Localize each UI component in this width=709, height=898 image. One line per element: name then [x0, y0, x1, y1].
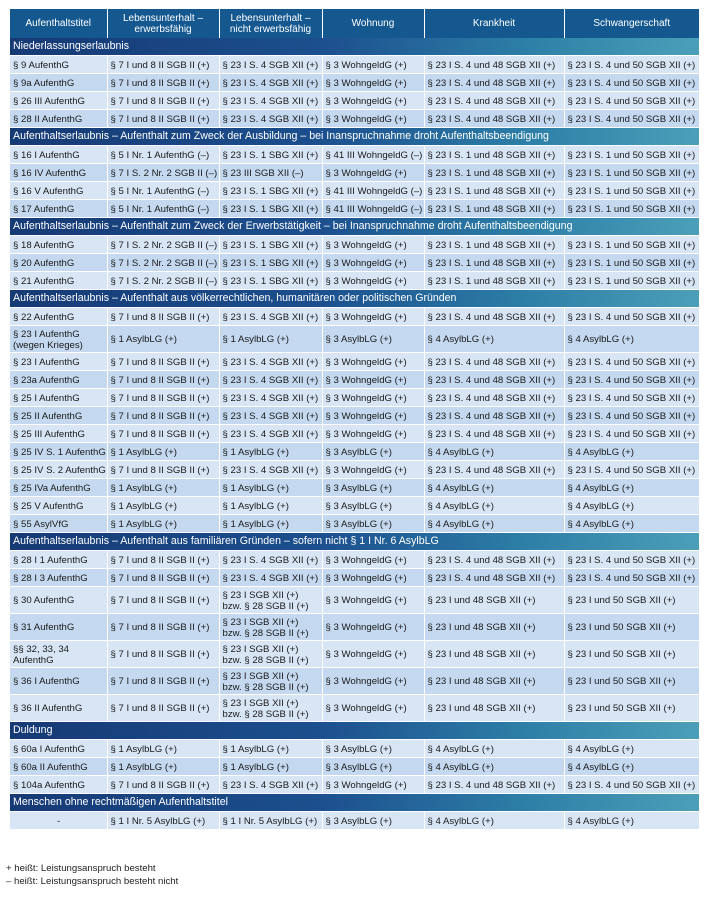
- table-cell: § 25 I AufenthG: [10, 389, 107, 407]
- table-cell: § 3 WohngeldG (+): [322, 371, 424, 389]
- table-cell: § 3 WohngeldG (+): [322, 92, 424, 110]
- table-cell: § 7 I und 8 II SGB II (+): [107, 641, 219, 668]
- table-cell: [219, 668, 322, 695]
- table-cell: § 4 AsylbLG (+): [424, 479, 564, 497]
- benefits-table: [10, 9, 700, 830]
- table-cell: § 1 AsylbLG (+): [219, 497, 322, 515]
- table-cell: § 3 AsylbLG (+): [322, 812, 424, 830]
- table-cell: § 3 AsylbLG (+): [322, 758, 424, 776]
- table-row: [10, 74, 699, 92]
- section-title: Aufenthaltserlaubnis – Aufenthalt zum Zweck der Ausbildung – bei Inanspruchnahme droht Aufenthaltsbeendigung: [10, 128, 699, 146]
- table-cell: § 7 I und 8 II SGB II (+): [107, 614, 219, 641]
- table-cell: § 23 I S. 4 und 50 SGB XII (+): [564, 353, 699, 371]
- table-cell: § 16 IV AufenthG: [10, 164, 107, 182]
- table-cell: § 23 I S. 4 SGB XII (+): [219, 551, 322, 569]
- table-cell: § 23 I S. 4 und 48 SGB XII (+): [424, 92, 564, 110]
- table-cell: § 23 III SGB XII (–): [219, 164, 322, 182]
- table-header: [10, 9, 699, 38]
- table-cell: § 16 V AufenthG: [10, 182, 107, 200]
- table-cell: § 21 AufenthG: [10, 272, 107, 290]
- table-cell: § 23 I und 48 SGB XII (+): [424, 641, 564, 668]
- table-cell: § 23 I S. 4 SGB XII (+): [219, 308, 322, 326]
- table-cell: § 7 I und 8 II SGB II (+): [107, 776, 219, 794]
- section-title: Aufenthaltserlaubnis – Aufenthalt zum Zweck der Erwerbstätigkeit – bei Inanspruchnahme droht Aufenthaltsbeendigung: [10, 218, 699, 236]
- table-cell: § 1 I Nr. 5 AsylbLG (+): [107, 812, 219, 830]
- table-cell: § 23 I S. 1 und 50 SGB XII (+): [564, 146, 699, 164]
- table-cell: § 23 I S. 4 und 50 SGB XII (+): [564, 389, 699, 407]
- table-row: [10, 92, 699, 110]
- table-cell: § 23 I S. 1 und 48 SGB XII (+): [424, 200, 564, 218]
- table-cell: § 23 I S. 4 und 50 SGB XII (+): [564, 56, 699, 74]
- table-cell: § 23 I und 50 SGB XII (+): [564, 668, 699, 695]
- table-cell: § 1 AsylbLG (+): [219, 515, 322, 533]
- table-cell: § 7 I und 8 II SGB II (+): [107, 74, 219, 92]
- cell-line: § 23 I SGB XII (+): [222, 697, 299, 709]
- table-cell: § 1 AsylbLG (+): [107, 515, 219, 533]
- table-row: [10, 353, 699, 371]
- table-cell: § 23 I S. 4 und 50 SGB XII (+): [564, 308, 699, 326]
- table-cell: § 23 I S. 1 SBG XII (+): [219, 146, 322, 164]
- header-schwangerschaft: Schwangerschaft: [564, 9, 699, 38]
- table-cell: § 25 V AufenthG: [10, 497, 107, 515]
- table-cell: § 31 AufenthG: [10, 614, 107, 641]
- table-cell: § 55 AsylVfG: [10, 515, 107, 533]
- table-cell: § 23 I S. 1 und 50 SGB XII (+): [564, 182, 699, 200]
- table-cell: § 25 III AufenthG: [10, 425, 107, 443]
- cell-line: § 23 I SGB XII (+): [222, 643, 299, 655]
- table-cell: § 23 I und 50 SGB XII (+): [564, 614, 699, 641]
- table-cell: [219, 614, 322, 641]
- table-cell: § 4 AsylbLG (+): [424, 812, 564, 830]
- table-cell: § 7 I und 8 II SGB II (+): [107, 371, 219, 389]
- table-cell: § 23 I S. 4 und 48 SGB XII (+): [424, 407, 564, 425]
- table-cell: § 3 WohngeldG (+): [322, 425, 424, 443]
- table-cell: § 23 I S. 4 und 50 SGB XII (+): [564, 776, 699, 794]
- table-cell: § 23 I S. 4 SGB XII (+): [219, 569, 322, 587]
- section-title: Aufenthaltserlaubnis – Aufenthalt aus familiären Gründen – sofern nicht § 1 I Nr. 6 AsylbLG: [10, 533, 699, 551]
- table-cell: § 23 I S. 4 SGB XII (+): [219, 389, 322, 407]
- table-cell: § 23 I S. 4 SGB XII (+): [219, 353, 322, 371]
- table-cell: § 23 I und 50 SGB XII (+): [564, 641, 699, 668]
- table-cell: § 3 WohngeldG (+): [322, 272, 424, 290]
- table-cell: § 25 II AufenthG: [10, 407, 107, 425]
- table-cell: § 7 I S. 2 Nr. 2 SGB II (–): [107, 272, 219, 290]
- table-row: [10, 551, 699, 569]
- table-cell: § 23 I S. 4 und 50 SGB XII (+): [564, 461, 699, 479]
- table-cell: § 3 WohngeldG (+): [322, 389, 424, 407]
- table-cell: § 4 AsylbLG (+): [564, 515, 699, 533]
- table-cell: [10, 641, 107, 668]
- table-cell: § 41 III WohngeldG (–): [322, 200, 424, 218]
- table-cell: § 4 AsylbLG (+): [424, 326, 564, 353]
- benefits-table-container: [10, 9, 699, 830]
- table-cell: § 23 I und 50 SGB XII (+): [564, 587, 699, 614]
- table-cell: § 16 I AufenthG: [10, 146, 107, 164]
- table-cell: § 3 WohngeldG (+): [322, 353, 424, 371]
- table-cell: § 23 I S. 1 SBG XII (+): [219, 182, 322, 200]
- table-cell: § 3 WohngeldG (+): [322, 695, 424, 722]
- table-cell: § 3 WohngeldG (+): [322, 56, 424, 74]
- header-lebensunterhalt-nicht-erwerbsfaehig: Lebensunterhalt – nicht erwerbsfähig: [219, 9, 322, 38]
- table-cell: § 3 WohngeldG (+): [322, 461, 424, 479]
- cell-line: bzw. § 28 SGB II (+): [222, 600, 309, 612]
- table-cell: § 23 I AufenthG: [10, 353, 107, 371]
- header-lebensunterhalt-erwerbsfaehig: Lebensunterhalt – erwerbsfähig: [107, 9, 219, 38]
- table-row: [10, 614, 699, 641]
- table-cell: § 7 I und 8 II SGB II (+): [107, 353, 219, 371]
- table-cell: § 23 I S. 4 SGB XII (+): [219, 407, 322, 425]
- table-cell: § 4 AsylbLG (+): [424, 758, 564, 776]
- table-cell: § 28 II AufenthG: [10, 110, 107, 128]
- table-cell: § 23 I S. 1 und 48 SGB XII (+): [424, 254, 564, 272]
- table-cell: § 23 I S. 4 und 48 SGB XII (+): [424, 110, 564, 128]
- table-row: [10, 587, 699, 614]
- table-cell: § 9 AufenthG: [10, 56, 107, 74]
- table-cell: § 25 IV S. 1 AufenthG: [10, 443, 107, 461]
- table-row: [10, 443, 699, 461]
- table-row: [10, 200, 699, 218]
- section-header-row: [10, 128, 699, 146]
- table-cell: § 23 I S. 4 und 48 SGB XII (+): [424, 308, 564, 326]
- table-cell: § 4 AsylbLG (+): [564, 758, 699, 776]
- table-cell: -: [10, 812, 107, 830]
- section-header-row: [10, 533, 699, 551]
- cell-line: bzw. § 28 SGB II (+): [222, 681, 309, 693]
- table-cell: § 7 I und 8 II SGB II (+): [107, 551, 219, 569]
- table-cell: § 4 AsylbLG (+): [424, 497, 564, 515]
- table-cell: § 36 I AufenthG: [10, 668, 107, 695]
- cell-line: AufenthG: [13, 654, 54, 666]
- table-cell: § 23 I S. 4 und 50 SGB XII (+): [564, 551, 699, 569]
- table-cell: § 3 WohngeldG (+): [322, 74, 424, 92]
- table-row: [10, 56, 699, 74]
- table-cell: § 104a AufenthG: [10, 776, 107, 794]
- header-row: [10, 9, 699, 38]
- table-cell: § 23 I S. 4 SGB XII (+): [219, 461, 322, 479]
- table-cell: [219, 695, 322, 722]
- table-cell: § 41 III WohngeldG (–): [322, 146, 424, 164]
- table-row: [10, 569, 699, 587]
- table-cell: § 3 AsylbLG (+): [322, 740, 424, 758]
- table-cell: § 23 I S. 4 und 48 SGB XII (+): [424, 353, 564, 371]
- table-cell: § 23 I S. 4 und 48 SGB XII (+): [424, 389, 564, 407]
- table-cell: § 1 AsylbLG (+): [107, 326, 219, 353]
- table-cell: § 1 AsylbLG (+): [219, 326, 322, 353]
- table-cell: § 23 I S. 1 SBG XII (+): [219, 200, 322, 218]
- table-cell: § 23 I S. 4 SGB XII (+): [219, 92, 322, 110]
- table-row: [10, 479, 699, 497]
- cell-line: bzw. § 28 SGB II (+): [222, 627, 309, 639]
- table-cell: § 23 I S. 1 und 50 SGB XII (+): [564, 200, 699, 218]
- table-cell: § 7 I und 8 II SGB II (+): [107, 695, 219, 722]
- table-cell: § 28 I 3 AufenthG: [10, 569, 107, 587]
- table-cell: § 7 I und 8 II SGB II (+): [107, 668, 219, 695]
- table-cell: § 4 AsylbLG (+): [564, 443, 699, 461]
- table-cell: § 25 IVa AufenthG: [10, 479, 107, 497]
- table-cell: § 7 I S. 2 Nr. 2 SGB II (–): [107, 236, 219, 254]
- table-cell: § 7 I und 8 II SGB II (+): [107, 461, 219, 479]
- table-cell: [219, 641, 322, 668]
- table-cell: § 22 AufenthG: [10, 308, 107, 326]
- header-wohnung: Wohnung: [322, 9, 424, 38]
- table-cell: § 23 I S. 1 SBG XII (+): [219, 236, 322, 254]
- table-cell: § 23 I S. 4 SGB XII (+): [219, 425, 322, 443]
- table-cell: § 23 I und 48 SGB XII (+): [424, 587, 564, 614]
- table-cell: § 23 I S. 4 SGB XII (+): [219, 371, 322, 389]
- table-cell: § 23 I S. 4 und 50 SGB XII (+): [564, 407, 699, 425]
- table-row: [10, 236, 699, 254]
- table-cell: § 1 AsylbLG (+): [219, 740, 322, 758]
- table-cell: § 4 AsylbLG (+): [564, 740, 699, 758]
- table-cell: § 23 I S. 1 SBG XII (+): [219, 272, 322, 290]
- table-cell: § 4 AsylbLG (+): [564, 479, 699, 497]
- table-cell: § 3 WohngeldG (+): [322, 110, 424, 128]
- table-cell: § 23 I S. 1 und 48 SGB XII (+): [424, 164, 564, 182]
- table-cell: § 23 I und 48 SGB XII (+): [424, 668, 564, 695]
- cell-line: § 23 I SGB XII (+): [222, 616, 299, 628]
- table-cell: § 4 AsylbLG (+): [424, 740, 564, 758]
- cell-line: § 23 I SGB XII (+): [222, 589, 299, 601]
- table-cell: § 28 I 1 AufenthG: [10, 551, 107, 569]
- table-row: [10, 407, 699, 425]
- table-cell: § 7 I und 8 II SGB II (+): [107, 587, 219, 614]
- section-title: Aufenthaltserlaubnis – Aufenthalt aus völkerrechtlichen, humanitären oder politischen Gründen: [10, 290, 699, 308]
- table-row: [10, 812, 699, 830]
- table-cell: [219, 587, 322, 614]
- table-cell: § 23 I S. 1 und 50 SGB XII (+): [564, 236, 699, 254]
- table-cell: § 60a I AufenthG: [10, 740, 107, 758]
- table-cell: [10, 326, 107, 353]
- table-cell: § 23 I S. 1 und 50 SGB XII (+): [564, 164, 699, 182]
- table-cell: § 3 AsylbLG (+): [322, 326, 424, 353]
- header-krankheit: Krankheit: [424, 9, 564, 38]
- table-cell: § 3 WohngeldG (+): [322, 308, 424, 326]
- table-cell: § 3 AsylbLG (+): [322, 479, 424, 497]
- table-cell: § 3 WohngeldG (+): [322, 254, 424, 272]
- table-cell: § 23 I S. 1 und 48 SGB XII (+): [424, 146, 564, 164]
- section-title: Duldung: [10, 722, 699, 740]
- table-row: [10, 425, 699, 443]
- table-cell: § 23 I S. 4 und 50 SGB XII (+): [564, 110, 699, 128]
- section-header-row: [10, 722, 699, 740]
- table-cell: § 23 I S. 4 und 48 SGB XII (+): [424, 776, 564, 794]
- table-cell: § 23 I und 50 SGB XII (+): [564, 695, 699, 722]
- section-header-row: [10, 218, 699, 236]
- table-cell: § 23 I S. 1 SBG XII (+): [219, 254, 322, 272]
- table-cell: § 3 WohngeldG (+): [322, 236, 424, 254]
- section-header-row: [10, 794, 699, 812]
- table-cell: § 3 WohngeldG (+): [322, 641, 424, 668]
- table-cell: § 20 AufenthG: [10, 254, 107, 272]
- table-cell: § 60a II AufenthG: [10, 758, 107, 776]
- legend-plus: + heißt: Leistungsanspruch besteht: [6, 863, 156, 874]
- table-cell: § 3 WohngeldG (+): [322, 587, 424, 614]
- table-cell: § 1 AsylbLG (+): [219, 758, 322, 776]
- table-cell: § 4 AsylbLG (+): [564, 497, 699, 515]
- table-cell: § 7 I S. 2 Nr. 2 SGB II (–): [107, 164, 219, 182]
- table-row: [10, 740, 699, 758]
- table-cell: § 5 I Nr. 1 AufenthG (–): [107, 182, 219, 200]
- table-row: [10, 776, 699, 794]
- table-cell: § 23a AufenthG: [10, 371, 107, 389]
- table-cell: § 23 I S. 4 und 50 SGB XII (+): [564, 425, 699, 443]
- table-cell: § 23 I S. 4 und 48 SGB XII (+): [424, 461, 564, 479]
- table-cell: § 7 I und 8 II SGB II (+): [107, 92, 219, 110]
- table-row: [10, 164, 699, 182]
- table-cell: § 23 I und 48 SGB XII (+): [424, 614, 564, 641]
- table-cell: § 3 WohngeldG (+): [322, 569, 424, 587]
- table-cell: § 23 I S. 4 und 48 SGB XII (+): [424, 371, 564, 389]
- table-row: [10, 272, 699, 290]
- table-cell: § 3 AsylbLG (+): [322, 443, 424, 461]
- table-cell: § 1 AsylbLG (+): [107, 740, 219, 758]
- table-cell: § 3 WohngeldG (+): [322, 407, 424, 425]
- table-cell: § 4 AsylbLG (+): [564, 812, 699, 830]
- table-row: [10, 146, 699, 164]
- table-cell: § 1 AsylbLG (+): [219, 479, 322, 497]
- table-row: [10, 110, 699, 128]
- section-title: Niederlassungserlaubnis: [10, 38, 699, 56]
- cell-line: § 23 I AufenthG: [13, 328, 80, 340]
- table-cell: § 23 I S. 4 und 50 SGB XII (+): [564, 74, 699, 92]
- table-cell: § 7 I und 8 II SGB II (+): [107, 56, 219, 74]
- header-aufenthaltstitel: Aufenthaltstitel: [10, 9, 107, 38]
- cell-line: bzw. § 28 SGB II (+): [222, 708, 309, 720]
- table-cell: § 7 I und 8 II SGB II (+): [107, 389, 219, 407]
- section-title: Menschen ohne rechtmäßigen Aufenthaltstitel: [10, 794, 699, 812]
- table-cell: § 7 I und 8 II SGB II (+): [107, 569, 219, 587]
- table-cell: § 3 AsylbLG (+): [322, 497, 424, 515]
- table-cell: § 23 I S. 4 und 50 SGB XII (+): [564, 569, 699, 587]
- section-header-row: [10, 290, 699, 308]
- table-cell: § 23 I S. 1 und 48 SGB XII (+): [424, 272, 564, 290]
- table-cell: § 23 I S. 4 SGB XII (+): [219, 776, 322, 794]
- table-cell: § 1 I Nr. 5 AsylbLG (+): [219, 812, 322, 830]
- table-cell: § 41 III WohngeldG (–): [322, 182, 424, 200]
- table-cell: § 3 AsylbLG (+): [322, 515, 424, 533]
- table-row: [10, 371, 699, 389]
- table-cell: § 23 I S. 4 und 48 SGB XII (+): [424, 425, 564, 443]
- table-cell: § 7 I und 8 II SGB II (+): [107, 425, 219, 443]
- table-row: [10, 668, 699, 695]
- table-row: [10, 254, 699, 272]
- table-cell: § 23 I und 48 SGB XII (+): [424, 695, 564, 722]
- table-cell: § 4 AsylbLG (+): [564, 326, 699, 353]
- table-row: [10, 308, 699, 326]
- table-row: [10, 758, 699, 776]
- table-cell: § 1 AsylbLG (+): [107, 497, 219, 515]
- table-row: [10, 389, 699, 407]
- table-cell: § 23 I S. 1 und 50 SGB XII (+): [564, 272, 699, 290]
- table-cell: § 36 II AufenthG: [10, 695, 107, 722]
- table-cell: § 7 I und 8 II SGB II (+): [107, 110, 219, 128]
- table-cell: § 7 I S. 2 Nr. 2 SGB II (–): [107, 254, 219, 272]
- table-cell: § 5 I Nr. 1 AufenthG (–): [107, 146, 219, 164]
- table-row: [10, 641, 699, 668]
- table-cell: § 1 AsylbLG (+): [107, 443, 219, 461]
- table-cell: § 3 WohngeldG (+): [322, 164, 424, 182]
- table-cell: § 1 AsylbLG (+): [107, 479, 219, 497]
- table-cell: § 1 AsylbLG (+): [107, 758, 219, 776]
- table-body: [10, 38, 699, 830]
- table-cell: § 26 III AufenthG: [10, 92, 107, 110]
- table-cell: § 23 I S. 4 SGB XII (+): [219, 74, 322, 92]
- table-cell: § 23 I S. 1 und 48 SGB XII (+): [424, 236, 564, 254]
- table-cell: § 4 AsylbLG (+): [424, 515, 564, 533]
- table-cell: § 1 AsylbLG (+): [219, 443, 322, 461]
- table-cell: § 23 I S. 4 und 50 SGB XII (+): [564, 92, 699, 110]
- table-cell: § 25 IV S. 2 AufenthG: [10, 461, 107, 479]
- table-cell: § 7 I und 8 II SGB II (+): [107, 407, 219, 425]
- cell-line: (wegen Krieges): [13, 339, 83, 351]
- table-row: [10, 695, 699, 722]
- table-cell: § 23 I S. 4 und 50 SGB XII (+): [564, 371, 699, 389]
- table-cell: § 9a AufenthG: [10, 74, 107, 92]
- section-header-row: [10, 38, 699, 56]
- cell-line: § 23 I SGB XII (+): [222, 670, 299, 682]
- table-row: [10, 182, 699, 200]
- table-cell: § 30 AufenthG: [10, 587, 107, 614]
- table-row: [10, 515, 699, 533]
- table-cell: § 5 I Nr. 1 AufenthG (–): [107, 200, 219, 218]
- table-cell: § 23 I S. 4 SGB XII (+): [219, 56, 322, 74]
- table-cell: § 3 WohngeldG (+): [322, 668, 424, 695]
- table-cell: § 23 I S. 4 und 48 SGB XII (+): [424, 56, 564, 74]
- table-cell: § 3 WohngeldG (+): [322, 776, 424, 794]
- table-cell: § 3 WohngeldG (+): [322, 614, 424, 641]
- table-cell: § 7 I und 8 II SGB II (+): [107, 308, 219, 326]
- table-cell: § 17 AufenthG: [10, 200, 107, 218]
- cell-line: §§ 32, 33, 34: [13, 643, 70, 655]
- table-cell: § 23 I S. 4 und 48 SGB XII (+): [424, 551, 564, 569]
- table-row: [10, 326, 699, 353]
- table-row: [10, 461, 699, 479]
- table-cell: § 23 I S. 1 und 48 SGB XII (+): [424, 182, 564, 200]
- table-cell: § 23 I S. 4 SGB XII (+): [219, 110, 322, 128]
- table-cell: § 3 WohngeldG (+): [322, 551, 424, 569]
- table-cell: § 23 I S. 4 und 48 SGB XII (+): [424, 569, 564, 587]
- table-row: [10, 497, 699, 515]
- legend-minus: – heißt: Leistungsanspruch besteht nicht: [6, 876, 179, 887]
- table-cell: § 23 I S. 1 und 50 SGB XII (+): [564, 254, 699, 272]
- cell-line: bzw. § 28 SGB II (+): [222, 654, 309, 666]
- table-cell: § 4 AsylbLG (+): [424, 443, 564, 461]
- table-cell: § 23 I S. 4 und 48 SGB XII (+): [424, 74, 564, 92]
- table-cell: § 18 AufenthG: [10, 236, 107, 254]
